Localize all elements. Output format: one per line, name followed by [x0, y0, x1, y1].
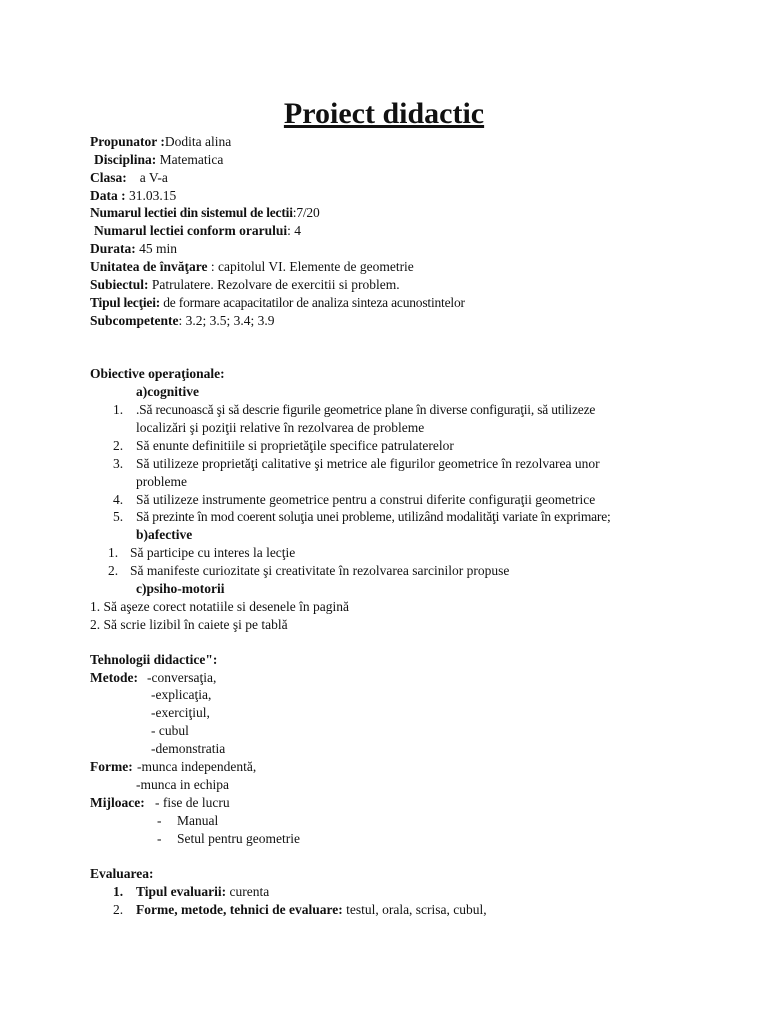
list-item-text: Să manifeste curiozitate şi creativitate în rezolvarea sarcinilor propuse [130, 563, 510, 578]
forme-item: -munca independentă, [137, 759, 257, 774]
field-value: :7/20 [292, 205, 320, 220]
field-durata [90, 240, 177, 257]
field-value: 31.03.15 [125, 188, 177, 203]
field-label: Unitatea de învăţare [90, 259, 208, 274]
list-item-text: 2. Să scrie lizibil în caiete şi pe tablă [90, 617, 288, 632]
list-item-text: Să utilizeze instrumente geometrice pentru a construi diferite configuraţii geometrice [136, 492, 596, 507]
field-label: Propunator : [90, 134, 165, 149]
list-item-text: probleme [136, 474, 187, 489]
metode-item: -conversaţia, [147, 670, 217, 685]
mijloace-item: Setul pentru geometrie [177, 831, 300, 846]
list-number: 3. [113, 456, 124, 471]
evaluare-item [136, 883, 269, 900]
evaluare-value: testul, orala, scrisa, cubul, [342, 902, 487, 917]
forme-item: -munca in echipa [136, 777, 229, 792]
list-item-text: Să enunte definitiile si proprietăţile specifice patrulaterelor [136, 438, 454, 453]
list-number: 4. [113, 492, 124, 507]
field-label: Subiectul: [90, 277, 149, 292]
field-value: Matematica [156, 152, 224, 167]
field-label: Durata: [90, 241, 136, 256]
afective-heading: b)afective [136, 527, 193, 542]
field-value: Patrulatere. Rezolvare de exercitii si problem. [148, 277, 400, 292]
field-propunator [90, 133, 231, 150]
tehnologii-heading: Tehnologii didactice": [90, 652, 218, 667]
field-nr-sistem [90, 204, 320, 221]
field-value: : capitolul VI. Elemente de geometrie [207, 259, 414, 274]
field-disciplina [94, 151, 223, 168]
list-item-text: Să participe cu interes la lecţie [130, 545, 296, 560]
evaluare-item [136, 901, 487, 918]
field-value: a V-a [139, 170, 168, 185]
field-label: Numarul lectiei conform orarului [94, 223, 288, 238]
list-number: 2. [113, 438, 124, 453]
list-item-text: localizări şi poziţii relative în rezolvarea de probleme [136, 420, 425, 435]
list-number: 5. [113, 509, 124, 524]
metode-item: -explicaţia, [151, 687, 212, 702]
field-value: 45 min [135, 241, 178, 256]
list-dash: - [157, 831, 162, 846]
list-item-text: Să utilizeze proprietăţi calitative şi metrice ale figurilor geometrice în rezolvarea unor [136, 456, 600, 471]
mijloace-label: Mijloace: [90, 795, 145, 810]
field-label: Data : [90, 188, 126, 203]
field-nr-orar [94, 222, 301, 239]
field-data [90, 187, 176, 204]
list-number: 1. [113, 402, 124, 417]
list-number: 2. [113, 902, 124, 917]
metode-label: Metode: [90, 670, 138, 685]
field-clasa [90, 169, 168, 186]
field-subcompetente [90, 312, 275, 329]
list-dash: - [157, 813, 162, 828]
field-label: Disciplina: [94, 152, 157, 167]
field-value: : 3.2; 3.5; 3.4; 3.9 [178, 313, 275, 328]
evaluare-label: Tipul evaluarii: [136, 884, 227, 899]
mijloace-item: Manual [177, 813, 219, 828]
evaluare-label: Forme, metode, tehnici de evaluare: [136, 902, 343, 917]
metode-item: -demonstratia [151, 741, 226, 756]
field-label: Subcompetente [90, 313, 179, 328]
metode-item: -exerciţiul, [151, 705, 210, 720]
page-title: Proiect didactic [283, 97, 485, 130]
field-value: : 4 [287, 223, 301, 238]
mijloace-item: - fise de lucru [155, 795, 230, 810]
cognitive-heading: a)cognitive [136, 384, 199, 399]
field-value: de formare acapacitatilor de analiza sinteza acunostintelor [160, 295, 465, 310]
field-label: Clasa: [90, 170, 127, 185]
field-tipul [90, 294, 465, 311]
objectives-heading: Obiective operaţionale: [90, 366, 225, 381]
field-label: Tipul lecţiei: [90, 295, 161, 310]
field-subiectul [90, 276, 400, 293]
field-value: Dodita alina [164, 134, 232, 149]
list-number: 2. [108, 563, 119, 578]
metode-item: - cubul [151, 723, 189, 738]
forme-label: Forme: [90, 759, 133, 774]
evaluare-heading: Evaluarea: [90, 866, 154, 881]
list-item-text: 1. Să aşeze corect notatiile si desenele în pagină [90, 599, 350, 614]
list-number: 1. [108, 545, 119, 560]
list-item-text: .Să recunoască şi să descrie figurile geometrice plane în diverse configuraţii, să utilizeze [136, 402, 596, 417]
list-number: 1. [113, 884, 124, 899]
evaluare-value: curenta [226, 884, 270, 899]
field-unitatea [90, 258, 414, 275]
psiho-heading: c)psiho-motorii [136, 581, 225, 596]
field-label: Numarul lectiei din sistemul de lectii [90, 205, 293, 220]
list-item-text: Să prezinte în mod coerent soluţia unei probleme, utilizând modalităţi variate în exprimare; [136, 509, 611, 524]
